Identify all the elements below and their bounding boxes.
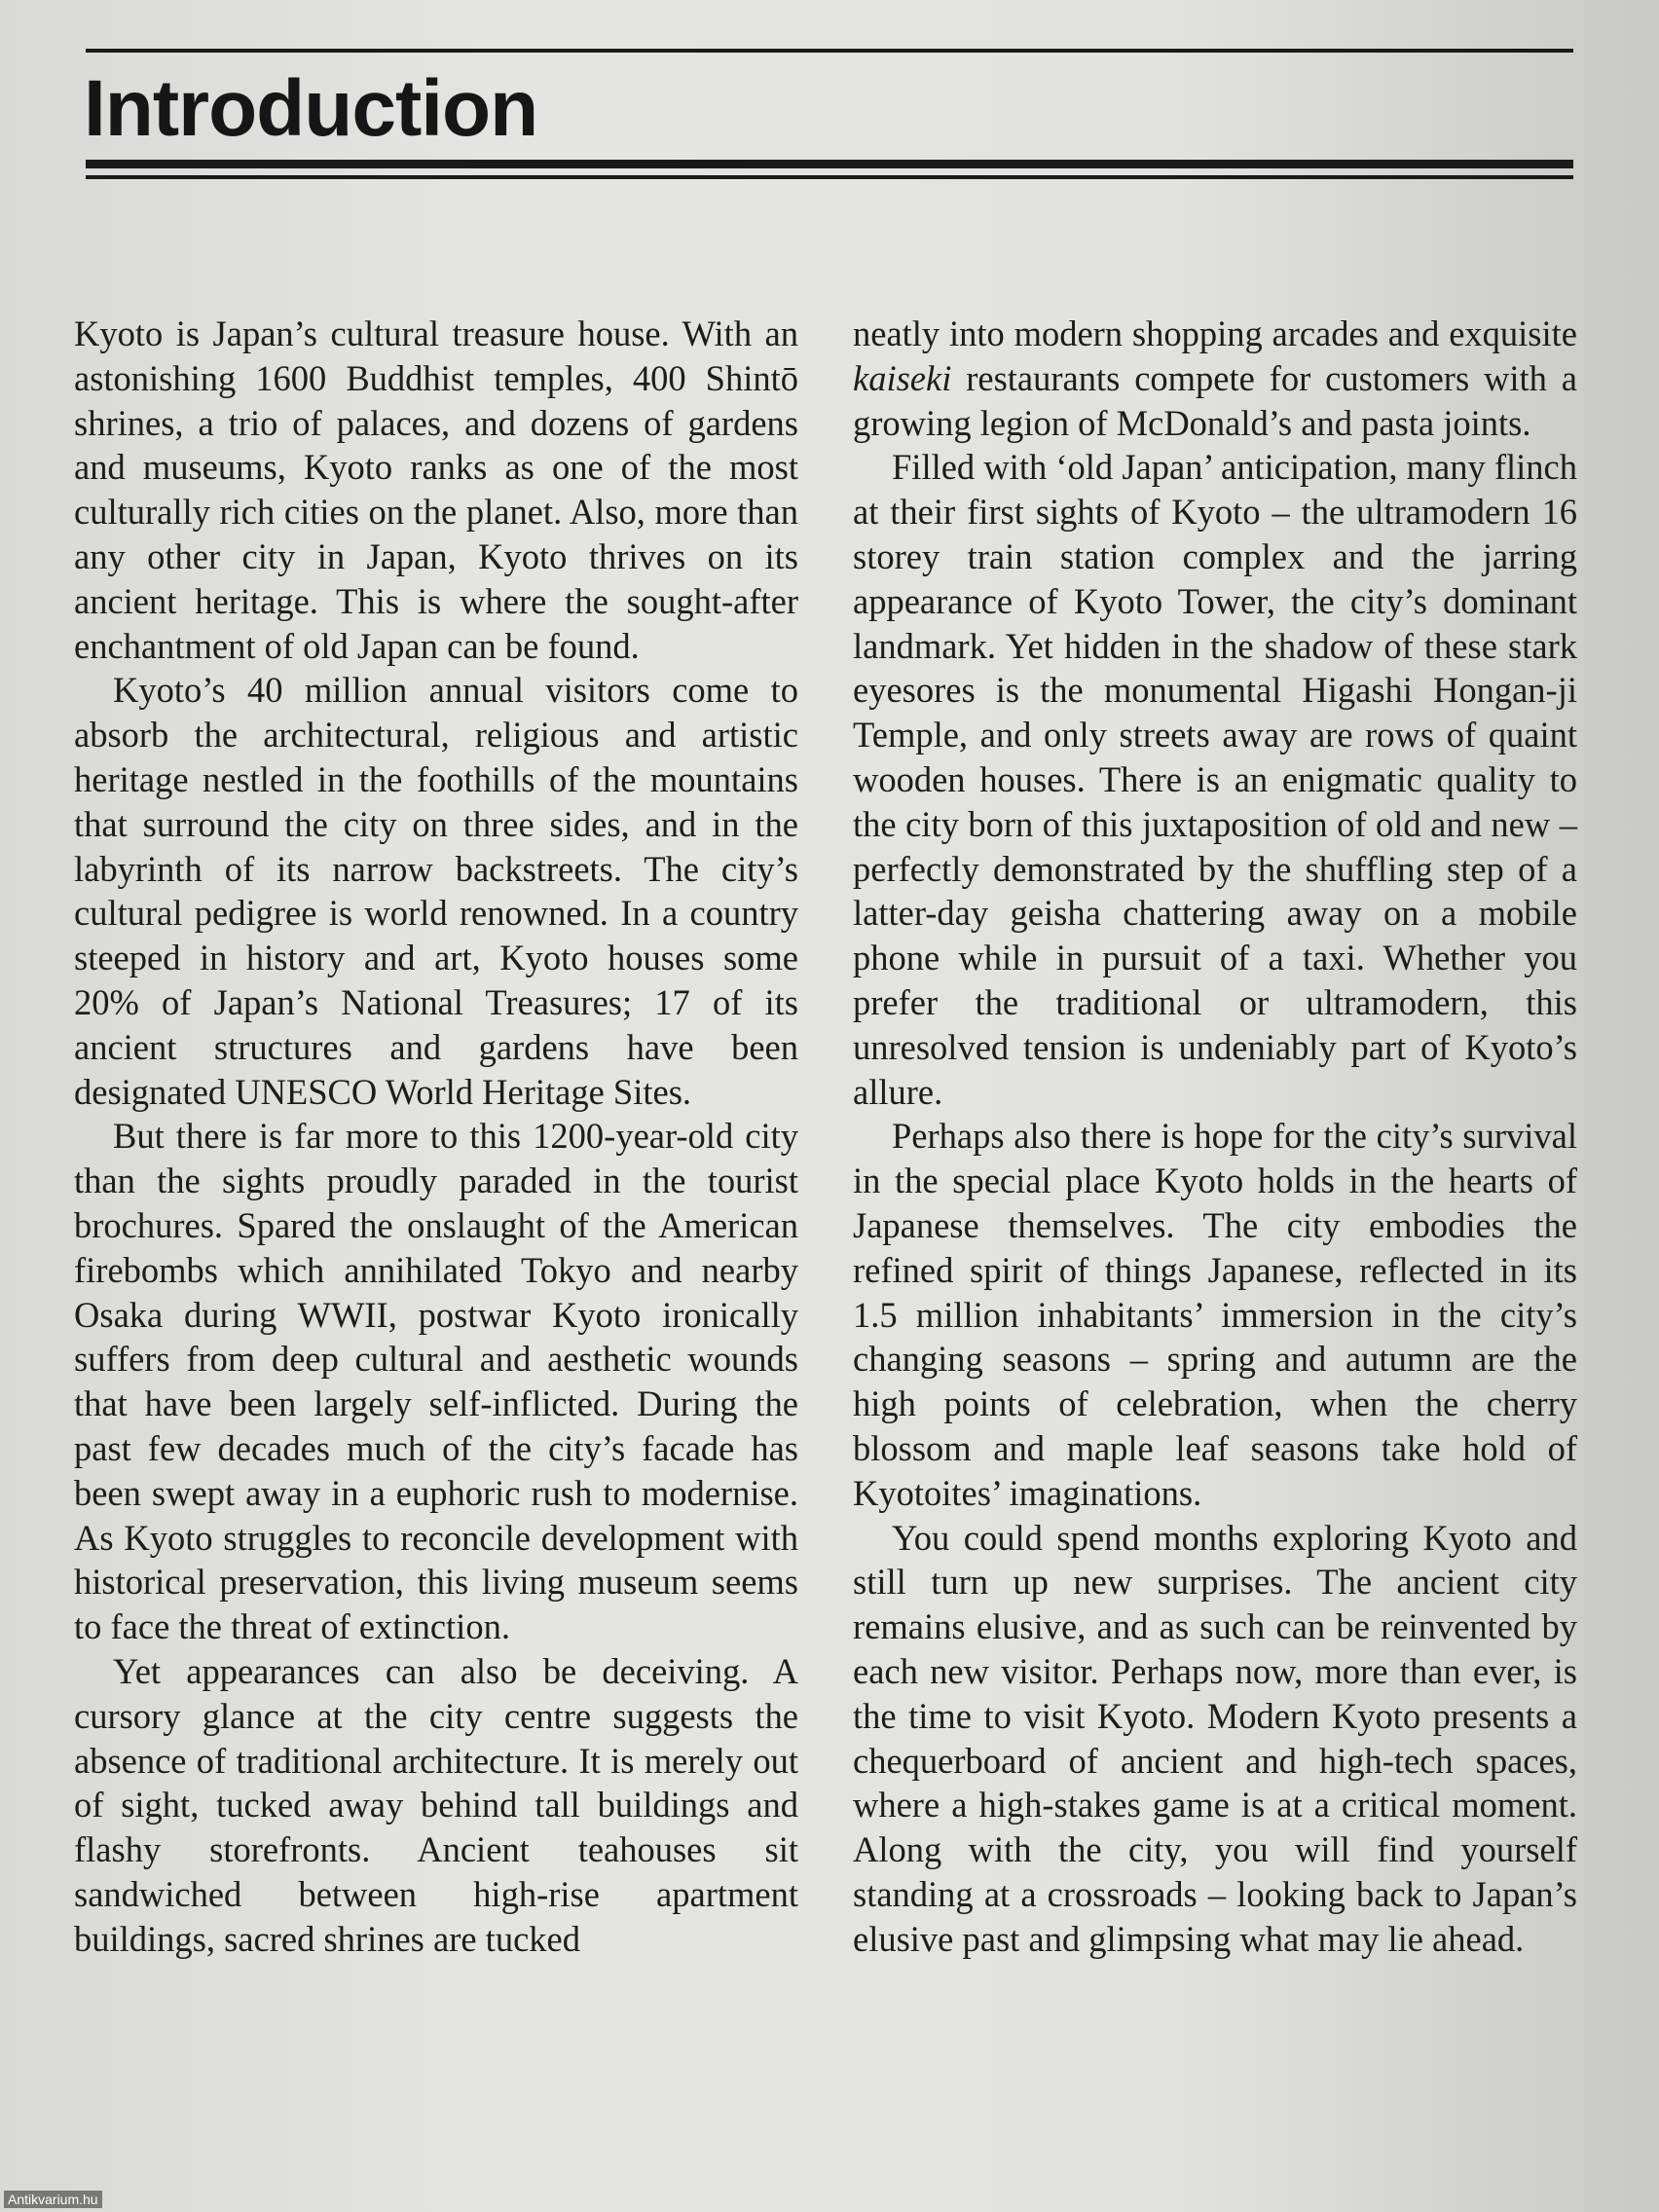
paragraph-7: You could spend months exploring Kyoto and still turn up new surprises. The ancient city remains elusive, and as such can be reinvented by each new visitor. Perhaps now, more than ever, is the time to visit Kyoto. Modern Kyoto presents a chequerboard of ancient and high-tech spaces, where a high-stakes game is at a critical moment. Along with the city, you will find yourself standing at a crossroads – looking back to Japan’s elusive past and glimpsing what may lie ahead.: [853, 1517, 1577, 1959]
right-column: [853, 312, 1577, 1961]
paragraph-4: Yet appearances can also be deceiving. A cursory glance at the city centre suggests the absence of traditional architecture. It is merely out of sight, tucked away behind tall buildings and flashy storefronts. Ancient teahouses sit sandwiched between high-rise apartment buildings, sacred shrines are tucked: [74, 1650, 798, 1959]
paragraph-2: Kyoto’s 40 million annual visitors come to absorb the architectural, religious and artistic heritage nestled in the foothills of the mountains that surround the city on three sides, and in the labyrinth of its narrow backstreets. The city’s cultural pedigree is world renowned. In a country steeped in history and art, Kyoto houses some 20% of Japan’s National Treasures; 17 of its ancient structures and gardens have been designated UNESCO World Heritage Sites.: [74, 670, 798, 1112]
title-rule-thick: [86, 160, 1573, 168]
paragraph-4-continued-text-b: restaurants compete for customers with a growing legion of McDonald’s and pasta joints.: [853, 357, 1577, 443]
paragraph-5: Filled with ‘old Japan’ anticipation, many flinch at their first sights of Kyoto – the ultramodern 16 storey train station complex and the jarring appearance of Kyoto Tower, the city’s dominant landmark. Yet hidden in the shadow of these stark eyesores is the monumental Higashi Hongan-ji Temple, and only streets away are rows of quaint wooden houses. There is an enigmatic quality to the city born of this juxtaposition of old and new – perfectly demonstrated by the shuffling step of a latter-day geisha chattering away on a mobile phone while in pursuit of a taxi. Whether you prefer the traditional or ultramodern, this unresolved tension is undeniably part of Kyoto’s allure.: [853, 447, 1577, 1112]
paragraph-6: Perhaps also there is hope for the city’s survival in the special place Kyoto holds in the hearts of Japanese themselves. The city embodies the refined spirit of things Japanese, reflected in its 1.5 million inhabitants’ immersion in the city’s changing seasons – spring and autumn are the high points of celebration, when the cherry blossom and maple leaf seasons take hold of Kyotoites’ imaginations.: [853, 1116, 1577, 1513]
title-rule-thin: [86, 175, 1573, 179]
paragraph-4-continued: [853, 312, 1577, 445]
paragraph-1: Kyoto is Japan’s cultural treasure house. With an astonishing 1600 Buddhist temples, 400 Shintō shrines, a trio of palaces, and dozens of gardens and museums, Kyoto ranks as one of the most culturally rich cities on the planet. Also, more than any other city in Japan, Kyoto thrives on its ancient heritage. This is where the sought-after enchantment of old Japan can be found.: [74, 313, 798, 666]
watermark: Antikvarium.hu: [4, 2191, 102, 2208]
top-rule: [86, 49, 1573, 53]
left-column: [74, 312, 798, 1961]
paragraph-3: But there is far more to this 1200-year-old city than the sights proudly paraded in the tourist brochures. Spared the onslaught of the American firebombs which annihilated Tokyo and nearby Osaka during WWII, postwar Kyoto ironically suffers from deep cultural and aesthetic wounds that have been largely self-inflicted. During the past few decades much of the city’s facade has been swept away in a euphoric rush to modernise. As Kyoto struggles to reconcile development with historical preservation, this living museum seems to face the threat of extinction.: [74, 1116, 798, 1647]
paragraph-4-continued-text-a: neatly into modern shopping arcades and exquisite: [853, 313, 1577, 353]
page-title: Introduction: [84, 64, 538, 153]
kaiseki-italic: kaiseki: [853, 357, 952, 398]
